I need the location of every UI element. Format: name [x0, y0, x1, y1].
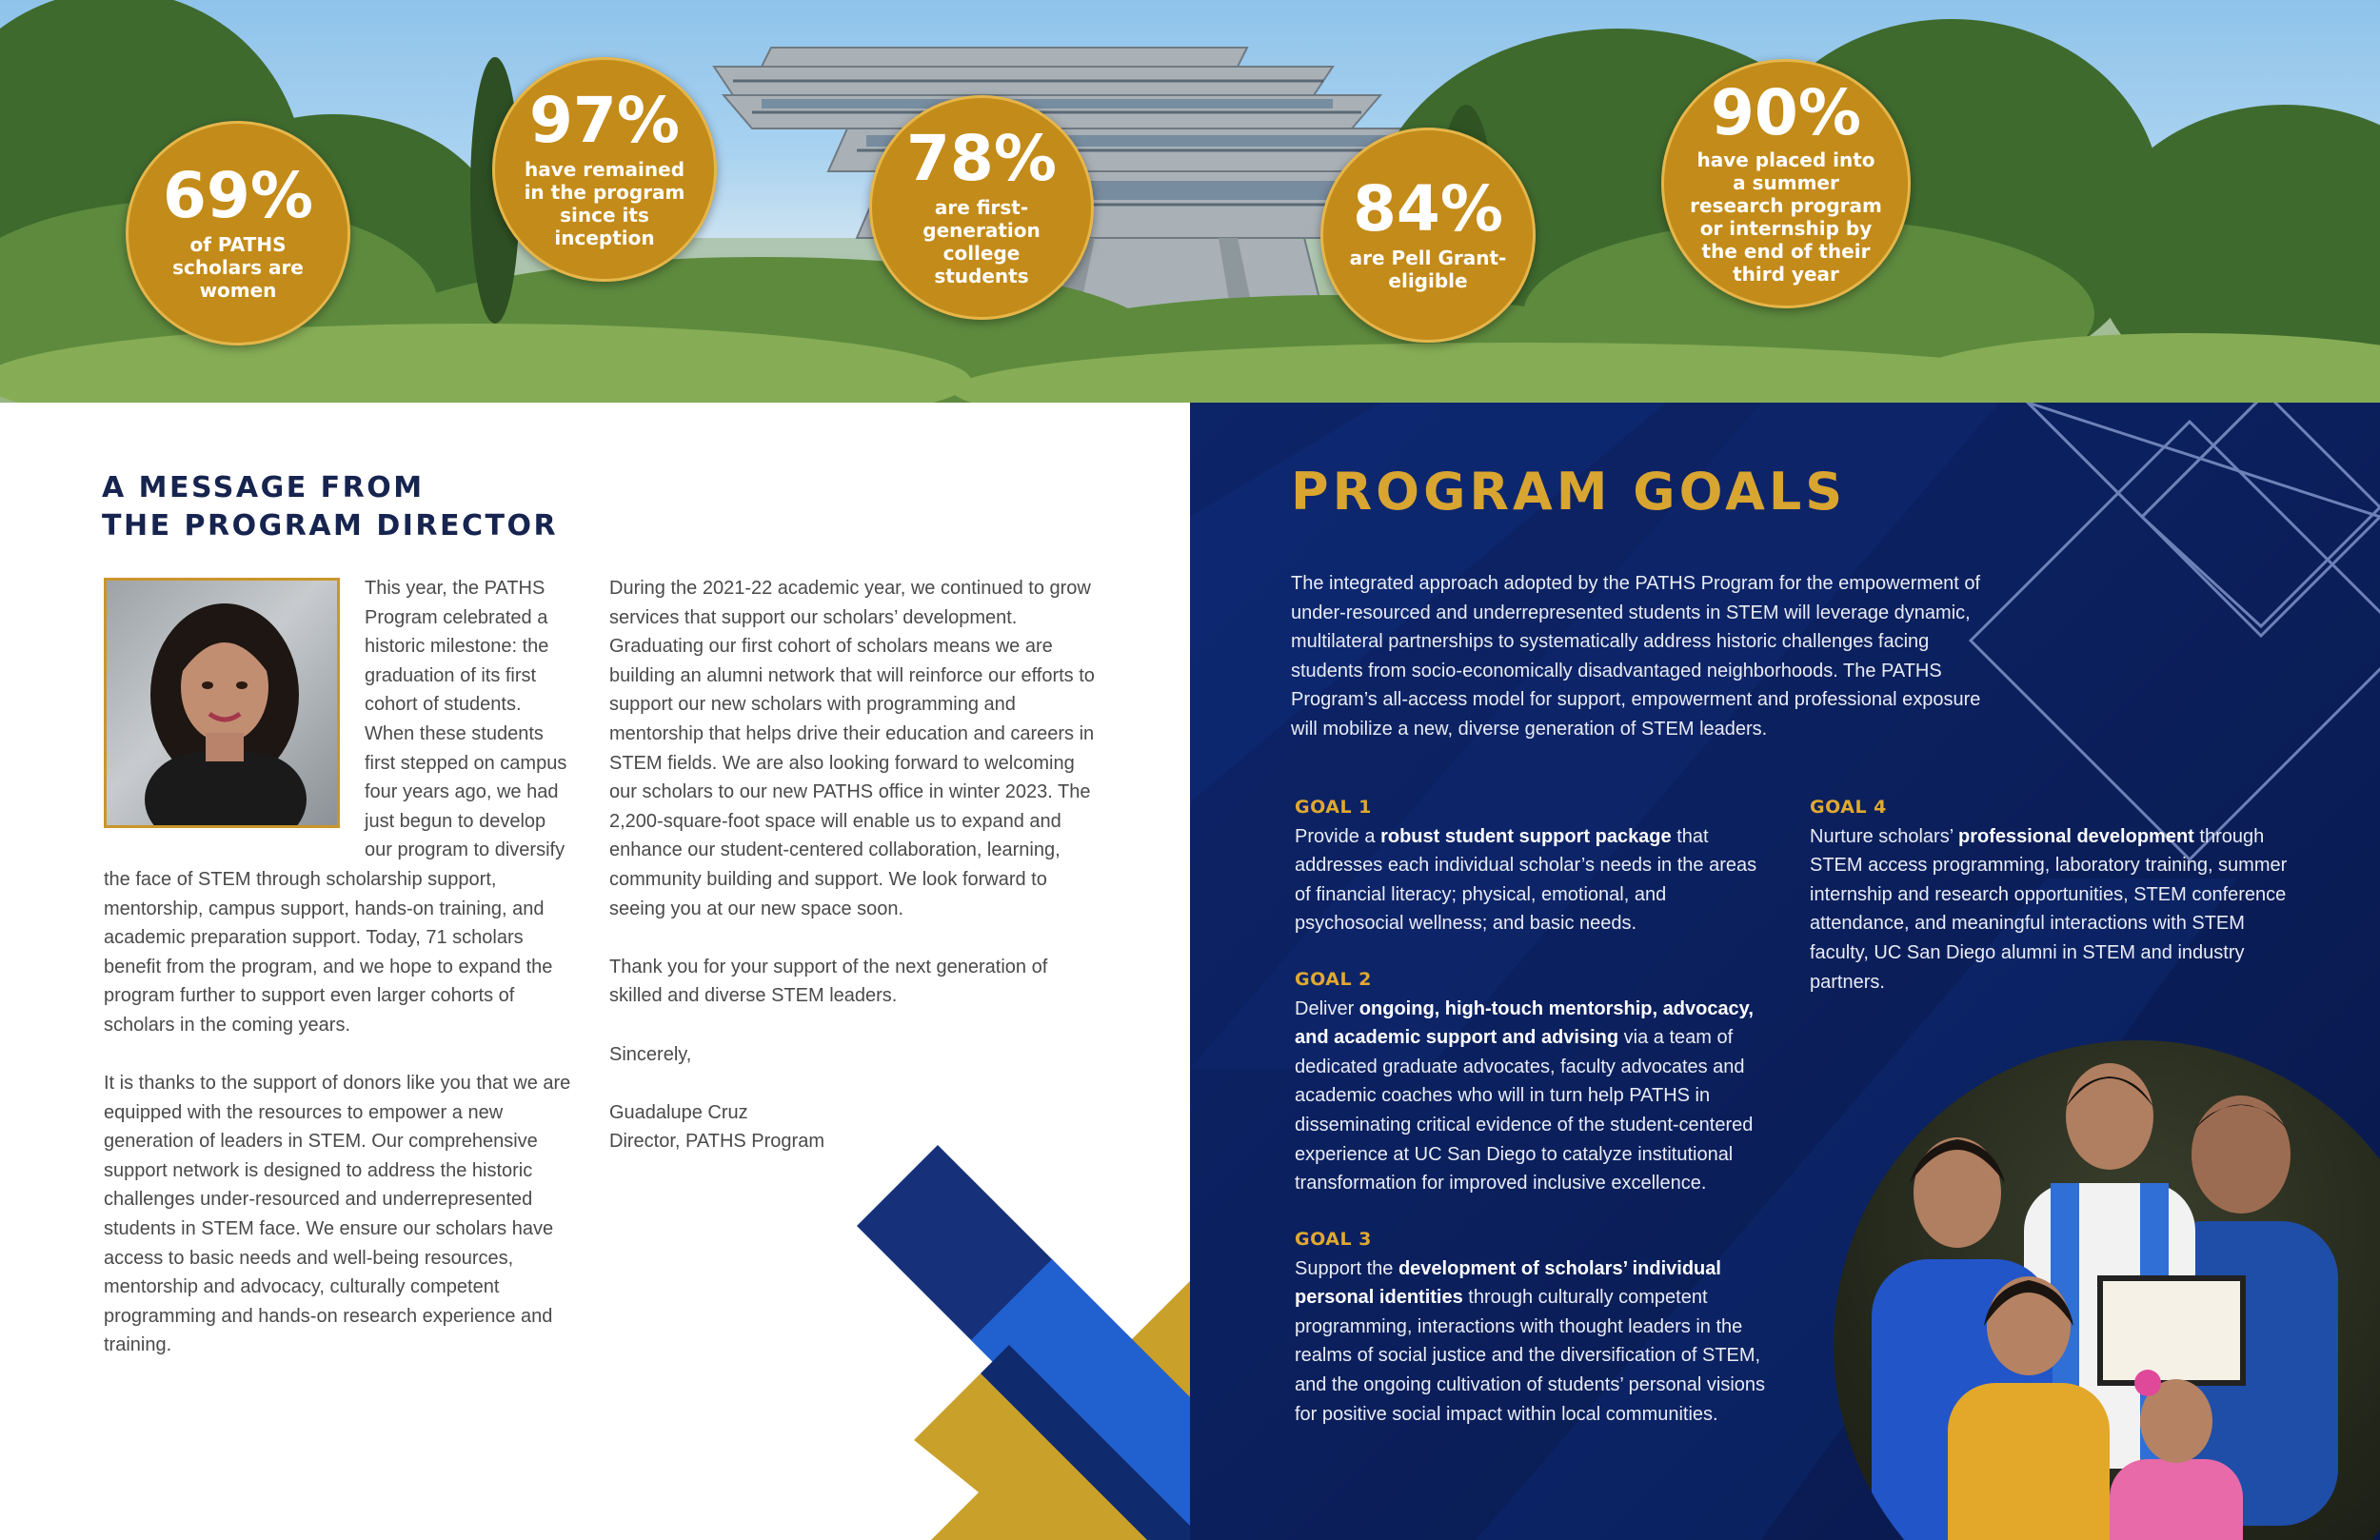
goal-1	[1295, 793, 1771, 938]
goal-text: Deliver	[1295, 997, 1359, 1019]
decorative-stripes	[857, 1145, 1190, 1540]
goal-text: that addresses each individual scholar’s needs in the areas of financial literacy; physical, emotional, and psychosocial wellness; and basic needs.	[1295, 825, 1757, 935]
goal-label: GOAL 3	[1295, 1229, 1372, 1250]
signer-name: Guadalupe Cruz	[609, 1101, 748, 1123]
goals-intro: The integrated approach adopted by the PATHS Program for the empowerment of under-resourced and underrepresented students in STEM will leverage dynamic, multilateral partnerships to systematically address historic challenges facing students from socio-economically disadvantaged neighborhoods. The PATHS Program’s all-access model for support, empowerment and professional exposure will mobilize a new, diverse generation of STEM leaders.	[1291, 573, 1981, 740]
stat-value: 69%	[163, 159, 313, 232]
goal-text: via a team of dedicated graduate advocates, faculty advocates and academic coaches who will in turn help PATHS in disseminating critical evidence of the student-centered experience at UC San Diego to catalyze institutional transformation for improved inclusive excellence.	[1295, 1027, 1754, 1194]
goal-highlight: development of scholars’ individual personal identities	[1295, 1257, 1721, 1309]
campus-library-photo	[0, 0, 2380, 403]
stat-value: 84%	[1353, 172, 1503, 246]
signer-title: Director, PATHS Program	[609, 1131, 824, 1153]
hero-banner	[0, 0, 2380, 403]
goal-highlight: robust student support package	[1380, 825, 1672, 847]
message-column-2	[609, 574, 1095, 1156]
goal-highlight: professional development	[1957, 825, 2194, 847]
goal-text: through culturally competent programming, interactions with thought leaders in the realms of social justice and the diversification of STEM, and the ongoing cultivation of students’ personal visions for positive social impact within local communities.	[1295, 1287, 1766, 1425]
stat-women	[126, 121, 350, 346]
stat-value: 78%	[906, 122, 1057, 195]
message-paragraph: During the 2021-22 academic year, we continued to grow services that support our scholars’ development. Graduating our first cohort of scholars means we are building an alumni network that will reinforce our efforts to support our new scholars with programming and mentorship that helps drive their education and careers in STEM fields. We are also looking forward to welcoming our scholars to our new PATHS office in winter 2023. The 2,200-square-foot space will enable us to expand and enhance our student-centered collaboration, learning, community building and support. We look forward to seeing you at our new space soon.	[609, 578, 1095, 919]
goal-text: Support the	[1295, 1257, 1398, 1279]
goal-text: through STEM access programming, laboratory training, summer internship and research opportunities, STEM conference attendance, and meaningful interactions with STEM faculty, UC San Diego alumni in STEM and industry partners.	[1810, 825, 2288, 993]
stat-value: 90%	[1711, 76, 1861, 149]
message-title	[102, 469, 558, 545]
goal-text: Nurture scholars’	[1810, 825, 1958, 847]
stat-value: 97%	[529, 84, 680, 157]
stat-retention	[492, 57, 717, 282]
message-paragraph: It is thanks to the support of donors like you that we are equipped with the resources to empower a new generation of leaders in STEM. Our comprehensive support network is designed to address the historic challenges under-resourced and underrepresented students in STEM face. We ensure our scholars have access to basic needs and well-being resources, mentorship and advocacy, culturally competent programming and hands-on research experience and training.	[104, 1073, 571, 1356]
message-title-line1: A MESSAGE FROM	[102, 471, 425, 504]
stat-caption: are first-generation college students	[922, 196, 1041, 287]
goal-4	[1810, 793, 2295, 997]
director-portrait	[104, 578, 340, 828]
message-paragraph: This year, the PATHS Program celebrated a historic milestone: the graduation of its first cohort of students. When these students first stepped on campus four years ago, we had just begun to develop our program to diversify the face of STEM through scholarship support, mentorship, campus support, hands-on training, and academic preparation support. Today, 71 scholars benefit from the program, and we hope to expand the program further to support even larger cohorts of scholars in the coming years.	[104, 578, 567, 1036]
goal-label: GOAL 1	[1295, 797, 1372, 818]
goal-label: GOAL 2	[1295, 969, 1372, 990]
director-message-page	[0, 403, 1190, 1540]
message-title-line2: THE PROGRAM DIRECTOR	[102, 509, 559, 543]
goal-3	[1295, 1225, 1771, 1429]
stat-caption: have remained in the program since its inception	[524, 158, 685, 249]
goal-2	[1295, 965, 1780, 1198]
stat-caption: have placed into a summer research program or internship by the end of their third year	[1690, 148, 1882, 286]
stat-first-generation	[869, 95, 1094, 320]
stat-caption: are Pell Grant-eligible	[1349, 247, 1507, 292]
stat-pell-grant	[1320, 128, 1536, 343]
message-paragraph: Thank you for your support of the next generation of skilled and diverse STEM leaders.	[609, 956, 1048, 1007]
goals-title: PROGRAM GOALS	[1291, 462, 1847, 522]
goal-highlight: ongoing, high-touch mentorship, advocacy, and academic support and advising	[1295, 997, 1754, 1049]
goal-label: GOAL 4	[1810, 797, 1887, 818]
stat-research-placement	[1661, 59, 1911, 308]
portrait-illustration	[107, 581, 340, 828]
closing: Sincerely,	[609, 1043, 692, 1065]
program-goals-page	[1190, 403, 2380, 1540]
stat-caption: of PATHS scholars are women	[172, 233, 304, 302]
goal-text: Provide a	[1295, 825, 1381, 847]
